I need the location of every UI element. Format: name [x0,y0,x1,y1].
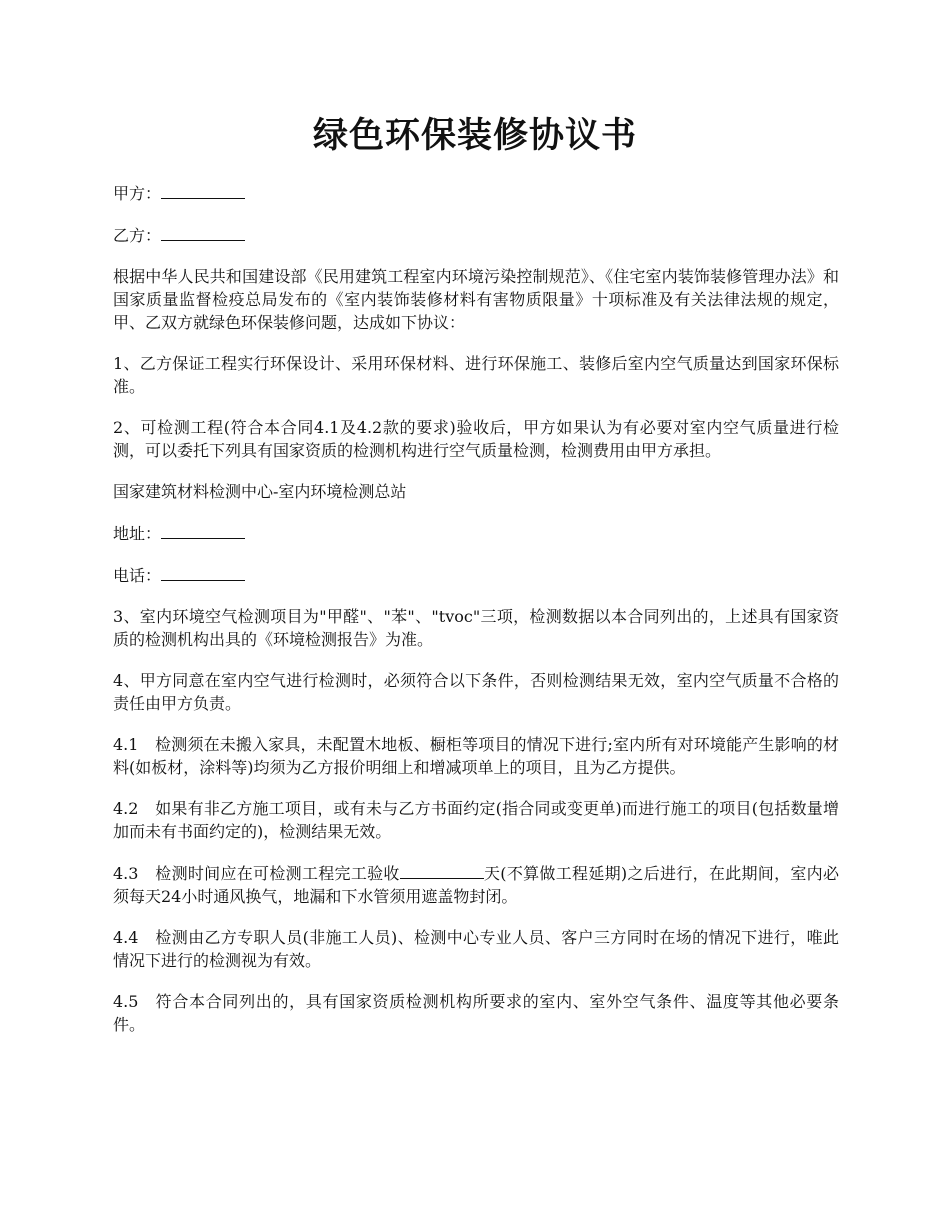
clause-4-2-text: 如果有非乙方施工项目，或有未与乙方书面约定(指合同或变更单)而进行施工的项目(包括数量增加而未有书面约定的)，检测结果无效。 [113,799,839,841]
clause-2: 2、可检测工程(符合本合同4.1及4.2款的要求)验收后，甲方如果认为有必要对室内空气质量进行检测，可以委托下列具有国家资质的检测机构进行空气质量检测，检测费用由甲方承担。 [113,418,839,460]
phone-blank [161,563,245,581]
clause-4-2 [113,797,839,843]
clause-4-3-text-b: 天(不算做工程延期)之后进行，在此期间，室内必须每天24小时通风换气，地漏和下水管须用遮盖物封闭。 [113,864,839,906]
clause-4-3-number: 4.3 [113,864,139,883]
clause-4-4-text: 检测由乙方专职人员(非施工人员)、检测中心专业人员、客户三方同时在场的情况下进行，唯此情况下进行的检测视为有效。 [113,928,839,970]
document-title: 绿色环保装修协议书 [312,115,637,156]
clause-4-2-number: 4.2 [113,799,139,818]
clause-4-5-text: 符合本合同列出的，具有国家资质检测机构所要求的室内、室外空气条件、温度等其他必要条件。 [113,992,839,1034]
clause-1: 1、乙方保证工程实行环保设计、采用环保材料、进行环保施工、装修后室内空气质量达到国家环保标准。 [113,354,839,396]
clause-4-1 [113,733,839,779]
party-b-label: 乙方： [113,226,162,245]
phone-line [113,563,839,587]
days-blank [400,861,484,879]
clause-4-5 [113,990,839,1036]
clause-4-1-text: 检测须在未搬入家具，未配置木地板、橱柜等项目的情况下进行;室内所有对环境能产生影响的材料(如板材，涂料等)均须为乙方报价明细上和增减项单上的项目，且为乙方提供。 [113,735,839,777]
clause-4-4-number: 4.4 [113,928,139,947]
agency-name: 国家建筑材料检测中心-室内环境检测总站 [113,482,407,501]
party-a-line [113,181,839,205]
clause-4-3 [113,861,839,908]
address-line [113,521,839,545]
address-label: 地址： [113,524,162,543]
address-blank [161,521,245,539]
phone-label: 电话： [113,566,162,585]
clause-4-4 [113,926,839,972]
clause-4-3-text-a: 检测时间应在可检测工程完工验收 [155,864,400,883]
clause-4-5-number: 4.5 [113,992,139,1011]
clause-4: 4、甲方同意在室内空气进行检测时，必须符合以下条件，否则检测结果无效，室内空气质量不合格的责任由甲方负责。 [113,671,839,713]
intro-paragraph: 根据中华人民共和国建设部《民用建筑工程室内环境污染控制规范》、《住宅室内装饰装修管理办法》和国家质量监督检疫总局发布的《室内装饰装修材料有害物质限量》十项标准及有关法律法规的规定，甲、乙双方就绿色环保装修问题，达成如下协议： [113,267,839,332]
clause-3: 3、室内环境空气检测项目为"甲醛"、"苯"、"tvoc"三项，检测数据以本合同列出的，上述具有国家资质的检测机构出具的《环境检测报告》为准。 [113,607,839,649]
party-b-line [113,223,839,247]
party-a-blank [161,181,245,199]
document-body [113,181,839,1054]
party-b-blank [161,223,245,241]
clause-4-1-number: 4.1 [113,735,139,754]
party-a-label: 甲方： [113,184,162,203]
